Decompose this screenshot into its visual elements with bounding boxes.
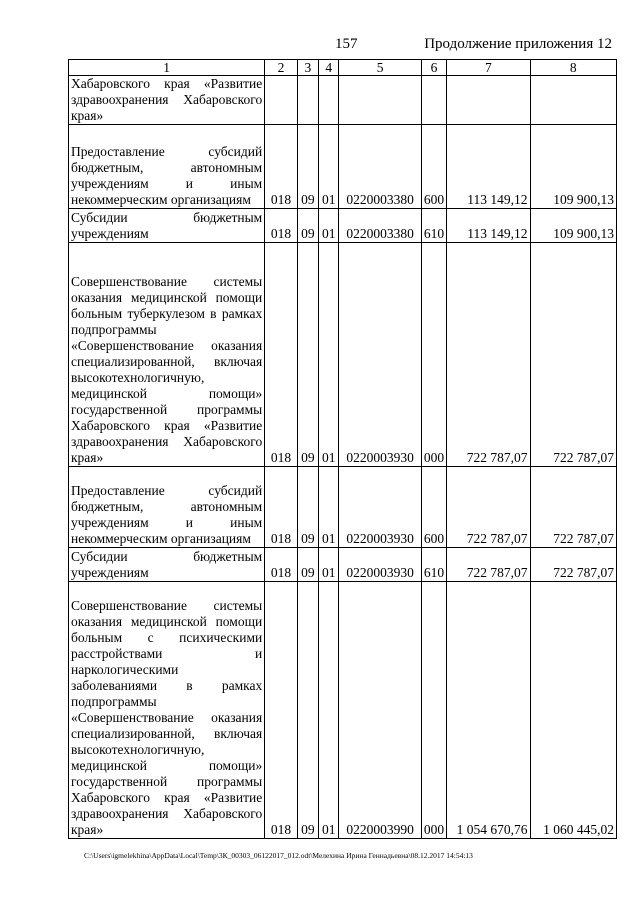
- table-row: [69, 548, 617, 582]
- row-ministry-code: 018: [265, 209, 298, 243]
- file-path-footer: C:\Users\igmelekhina\AppData\Local\Temp\3К_00303_06122017_012.odt\Мелехина Ирина Геннадьевна\08.12.2017 14:54:13: [84, 851, 473, 860]
- row-subsection: 01: [319, 548, 339, 582]
- row-name: Субсидии бюджетным учреждениям: [69, 548, 265, 582]
- table-header: [69, 60, 617, 76]
- row-section: 09: [297, 467, 318, 548]
- row-section: 09: [297, 125, 318, 209]
- row-ministry-code: 018: [265, 582, 298, 839]
- row-expense-type: 000: [421, 582, 446, 839]
- table-row: [69, 243, 617, 467]
- header-col-1: 1: [69, 60, 265, 76]
- table-row: [69, 582, 617, 839]
- page-number: 157: [335, 36, 358, 52]
- table-row: [69, 125, 617, 209]
- row-subsection: 01: [319, 467, 339, 548]
- row-target-article: 0220003930: [339, 243, 421, 467]
- row-amount-col-8: 109 900,13: [530, 125, 616, 209]
- row-amount-col-7: 722 787,07: [447, 243, 530, 467]
- row-amount-col-8: 109 900,13: [530, 209, 616, 243]
- table-row: [69, 76, 617, 125]
- row-expense-type: 610: [421, 548, 446, 582]
- header-col-7: 7: [447, 60, 530, 76]
- row-expense-type: 600: [421, 125, 446, 209]
- row-name: Субсидии бюджетным учреждениям: [69, 209, 265, 243]
- row-amount-col-8: 722 787,07: [530, 243, 616, 467]
- row-subsection: 01: [319, 125, 339, 209]
- row-expense-type: 600: [421, 467, 446, 548]
- row-name: Совершенствование системы оказания медицинской помощи больным туберкулезом в рамках подпрограммы «Совершенствование оказания специализированной, включая высокотехнологичную, медицинской помощи» государственной программы Хабаровского края «Развитие здравоохранения Хабаровского края»: [69, 243, 265, 467]
- budget-table: [68, 59, 617, 839]
- row-expense-type: 610: [421, 209, 446, 243]
- row-expense-type: [421, 76, 446, 125]
- row-name: Предоставление субсидий бюджетным, автономным учреждениям и иным некоммерческим организациям: [69, 125, 265, 209]
- row-amount-col-7: 722 787,07: [447, 467, 530, 548]
- header-col-3: 3: [297, 60, 318, 76]
- header-col-2: 2: [265, 60, 298, 76]
- row-section: [297, 76, 318, 125]
- row-target-article: 0220003380: [339, 125, 421, 209]
- row-name: Хабаровского края «Развитие здравоохранения Хабаровского края»: [69, 76, 265, 125]
- row-target-article: 0220003930: [339, 548, 421, 582]
- header-row: [69, 60, 617, 76]
- table-row: [69, 467, 617, 548]
- row-section: 09: [297, 209, 318, 243]
- row-ministry-code: [265, 76, 298, 125]
- row-amount-col-7: 113 149,12: [447, 125, 530, 209]
- row-subsection: 01: [319, 243, 339, 467]
- row-amount-col-8: [530, 76, 616, 125]
- row-ministry-code: 018: [265, 548, 298, 582]
- row-expense-type: 000: [421, 243, 446, 467]
- row-target-article: 0220003990: [339, 582, 421, 839]
- row-subsection: 01: [319, 582, 339, 839]
- row-section: 09: [297, 582, 318, 839]
- row-amount-col-7: [447, 76, 530, 125]
- row-target-article: 0220003380: [339, 209, 421, 243]
- row-subsection: [319, 76, 339, 125]
- header-col-6: 6: [421, 60, 446, 76]
- row-name: Предоставление субсидий бюджетным, автономным учреждениям и иным некоммерческим организациям: [69, 467, 265, 548]
- table-body: [69, 76, 617, 839]
- row-amount-col-7: 113 149,12: [447, 209, 530, 243]
- row-amount-col-7: 722 787,07: [447, 548, 530, 582]
- header-col-4: 4: [319, 60, 339, 76]
- row-target-article: 0220003930: [339, 467, 421, 548]
- row-name: Совершенствование системы оказания медицинской помощи больным с психическими расстройствами и наркологическими заболеваниями в рамках подпрограммы «Совершенствование оказания специализированной, включая высокотехнологичную, медицинской помощи» государственной программы Хабаровского края «Развитие здравоохранения Хабаровского края»: [69, 582, 265, 839]
- table-row: [69, 209, 617, 243]
- row-amount-col-8: 722 787,07: [530, 548, 616, 582]
- header-col-5: 5: [339, 60, 421, 76]
- row-ministry-code: 018: [265, 467, 298, 548]
- row-section: 09: [297, 548, 318, 582]
- row-amount-col-8: 722 787,07: [530, 467, 616, 548]
- row-amount-col-7: 1 054 670,76: [447, 582, 530, 839]
- row-subsection: 01: [319, 209, 339, 243]
- row-section: 09: [297, 243, 318, 467]
- header-col-8: 8: [530, 60, 616, 76]
- continuation-caption: Продолжение приложения 12: [424, 36, 612, 52]
- row-ministry-code: 018: [265, 243, 298, 467]
- row-amount-col-8: 1 060 445,02: [530, 582, 616, 839]
- row-ministry-code: 018: [265, 125, 298, 209]
- row-target-article: [339, 76, 421, 125]
